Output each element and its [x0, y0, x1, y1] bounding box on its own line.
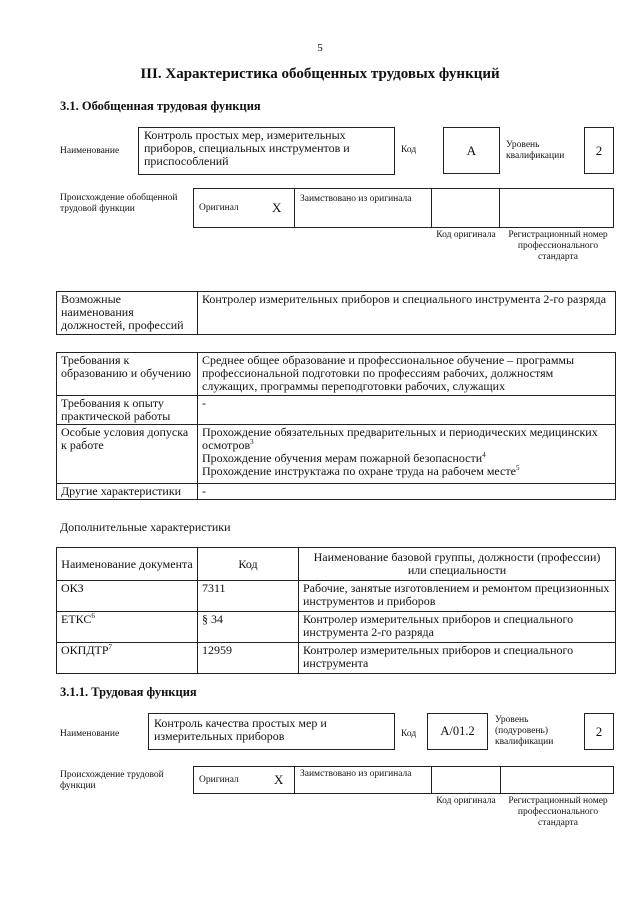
gtf-origin-label: Происхождение обобщенной трудовой функции — [60, 193, 178, 214]
gtf-code-label: Код — [401, 145, 417, 155]
tf-reg-number-box — [500, 766, 614, 794]
tf-heading: 3.1.1. Трудовая функция — [60, 685, 197, 699]
special-label: Особые условия допуска к работе — [57, 425, 198, 484]
gtf-original-mark: X — [272, 200, 282, 215]
gtf-orig-code-caption: Код оригинала — [436, 230, 496, 240]
experience-label: Требования к опыту практической работы — [57, 396, 198, 425]
table-row — [57, 643, 616, 674]
special-line-1: Прохождение обязательных предварительных и периодических медицинских осмотров$^3$ — [202, 425, 598, 452]
gtf-original-label: Оригинал — [199, 203, 239, 213]
tf-reg-number-caption: Регистрационный номер профессионального стандарта — [508, 796, 608, 828]
education-label: Требования к образованию и обучению — [57, 353, 198, 396]
gtf-reg-number-box — [499, 188, 614, 228]
row-doc: ОКПДТР$^7$ — [57, 643, 198, 674]
gtf-reg-number-caption: Регистрационный номер профессионального стандарта — [508, 230, 608, 262]
gtf-orig-code-box — [431, 188, 500, 228]
additional-title: Дополнительные характеристики — [60, 520, 231, 534]
special-value — [198, 425, 616, 484]
header-name: Наименование базовой группы, должности (профессии) или специальности — [299, 548, 616, 581]
tf-borrowed-label: Заимствовано из оригинала — [294, 766, 432, 794]
tf-code-value: А/01.2 — [427, 713, 488, 750]
tf-level-label: Уровень (подуровень) квалификации — [495, 715, 554, 747]
section-title: III. Характеристика обобщенных трудовых функций — [140, 66, 500, 82]
table-row — [57, 396, 616, 425]
header-document: Наименование документа — [57, 548, 198, 581]
education-value: Среднее общее образование и профессиональное обучение – программы профессиональной подготовки по профессиям рабочих, должностям служащих, программы переподготовки рабочих, служащих — [198, 353, 616, 396]
gtf-original-cell — [193, 188, 295, 228]
header-code: Код — [198, 548, 299, 581]
positions-value: Контролер измерительных приборов и специального инструмента 2-го разряда — [198, 292, 616, 335]
row-code: § 34 — [198, 612, 299, 643]
table-row — [57, 353, 616, 396]
tf-orig-code-caption: Код оригинала — [436, 796, 496, 806]
positions-table — [56, 291, 616, 335]
additional-table — [56, 547, 616, 674]
row-code: 12959 — [198, 643, 299, 674]
other-value: - — [198, 484, 616, 500]
gtf-code-value: А — [443, 127, 500, 174]
tf-name-label: Наименование — [60, 729, 120, 739]
positions-label: Возможные наименования должностей, профессий — [57, 292, 198, 335]
tf-code-label: Код — [401, 729, 417, 739]
tf-original-cell — [193, 766, 295, 794]
tf-orig-code-box — [431, 766, 501, 794]
row-name: Контролер измерительных приборов и специального инструмента 2-го разряда — [299, 612, 616, 643]
row-code: 7311 — [198, 581, 299, 612]
row-doc: ЕТКС$^6$ — [57, 612, 198, 643]
gtf-name-value: Контроль простых мер, измерительных приборов, специальных инструментов и приспособлений — [138, 127, 395, 175]
table-row — [57, 548, 616, 581]
row-name: Рабочие, занятые изготовлением и ремонтом прецизионных инструментов и приборов — [299, 581, 616, 612]
table-row — [57, 581, 616, 612]
special-line-2: Прохождение обучения мерам пожарной безопасности$^4$ — [202, 451, 486, 465]
tf-origin-label: Происхождение трудовой функции — [60, 770, 164, 791]
row-doc: ОКЗ — [57, 581, 198, 612]
gtf-borrowed-label: Заимствовано из оригинала — [294, 188, 432, 228]
table-row — [57, 612, 616, 643]
special-line-3: Прохождение инструктажа по охране труда на рабочем месте$^5$ — [202, 464, 520, 478]
gtf-heading: 3.1. Обобщенная трудовая функция — [60, 99, 261, 113]
tf-original-label: Оригинал — [199, 775, 239, 785]
tf-name-value: Контроль качества простых мер и измерительных приборов — [148, 713, 395, 750]
tf-original-mark: X — [274, 772, 284, 787]
table-row — [57, 484, 616, 500]
page-number: 5 — [317, 42, 323, 54]
gtf-level-value: 2 — [584, 127, 614, 174]
row-name: Контролер измерительных приборов и специального инструмента — [299, 643, 616, 674]
gtf-level-label: Уровень квалификации — [506, 140, 565, 161]
requirements-table — [56, 352, 616, 500]
experience-value: - — [198, 396, 616, 425]
tf-level-value: 2 — [584, 713, 614, 750]
gtf-name-label: Наименование — [60, 146, 120, 156]
table-row — [57, 292, 616, 335]
table-row — [57, 425, 616, 484]
other-label: Другие характеристики — [57, 484, 198, 500]
